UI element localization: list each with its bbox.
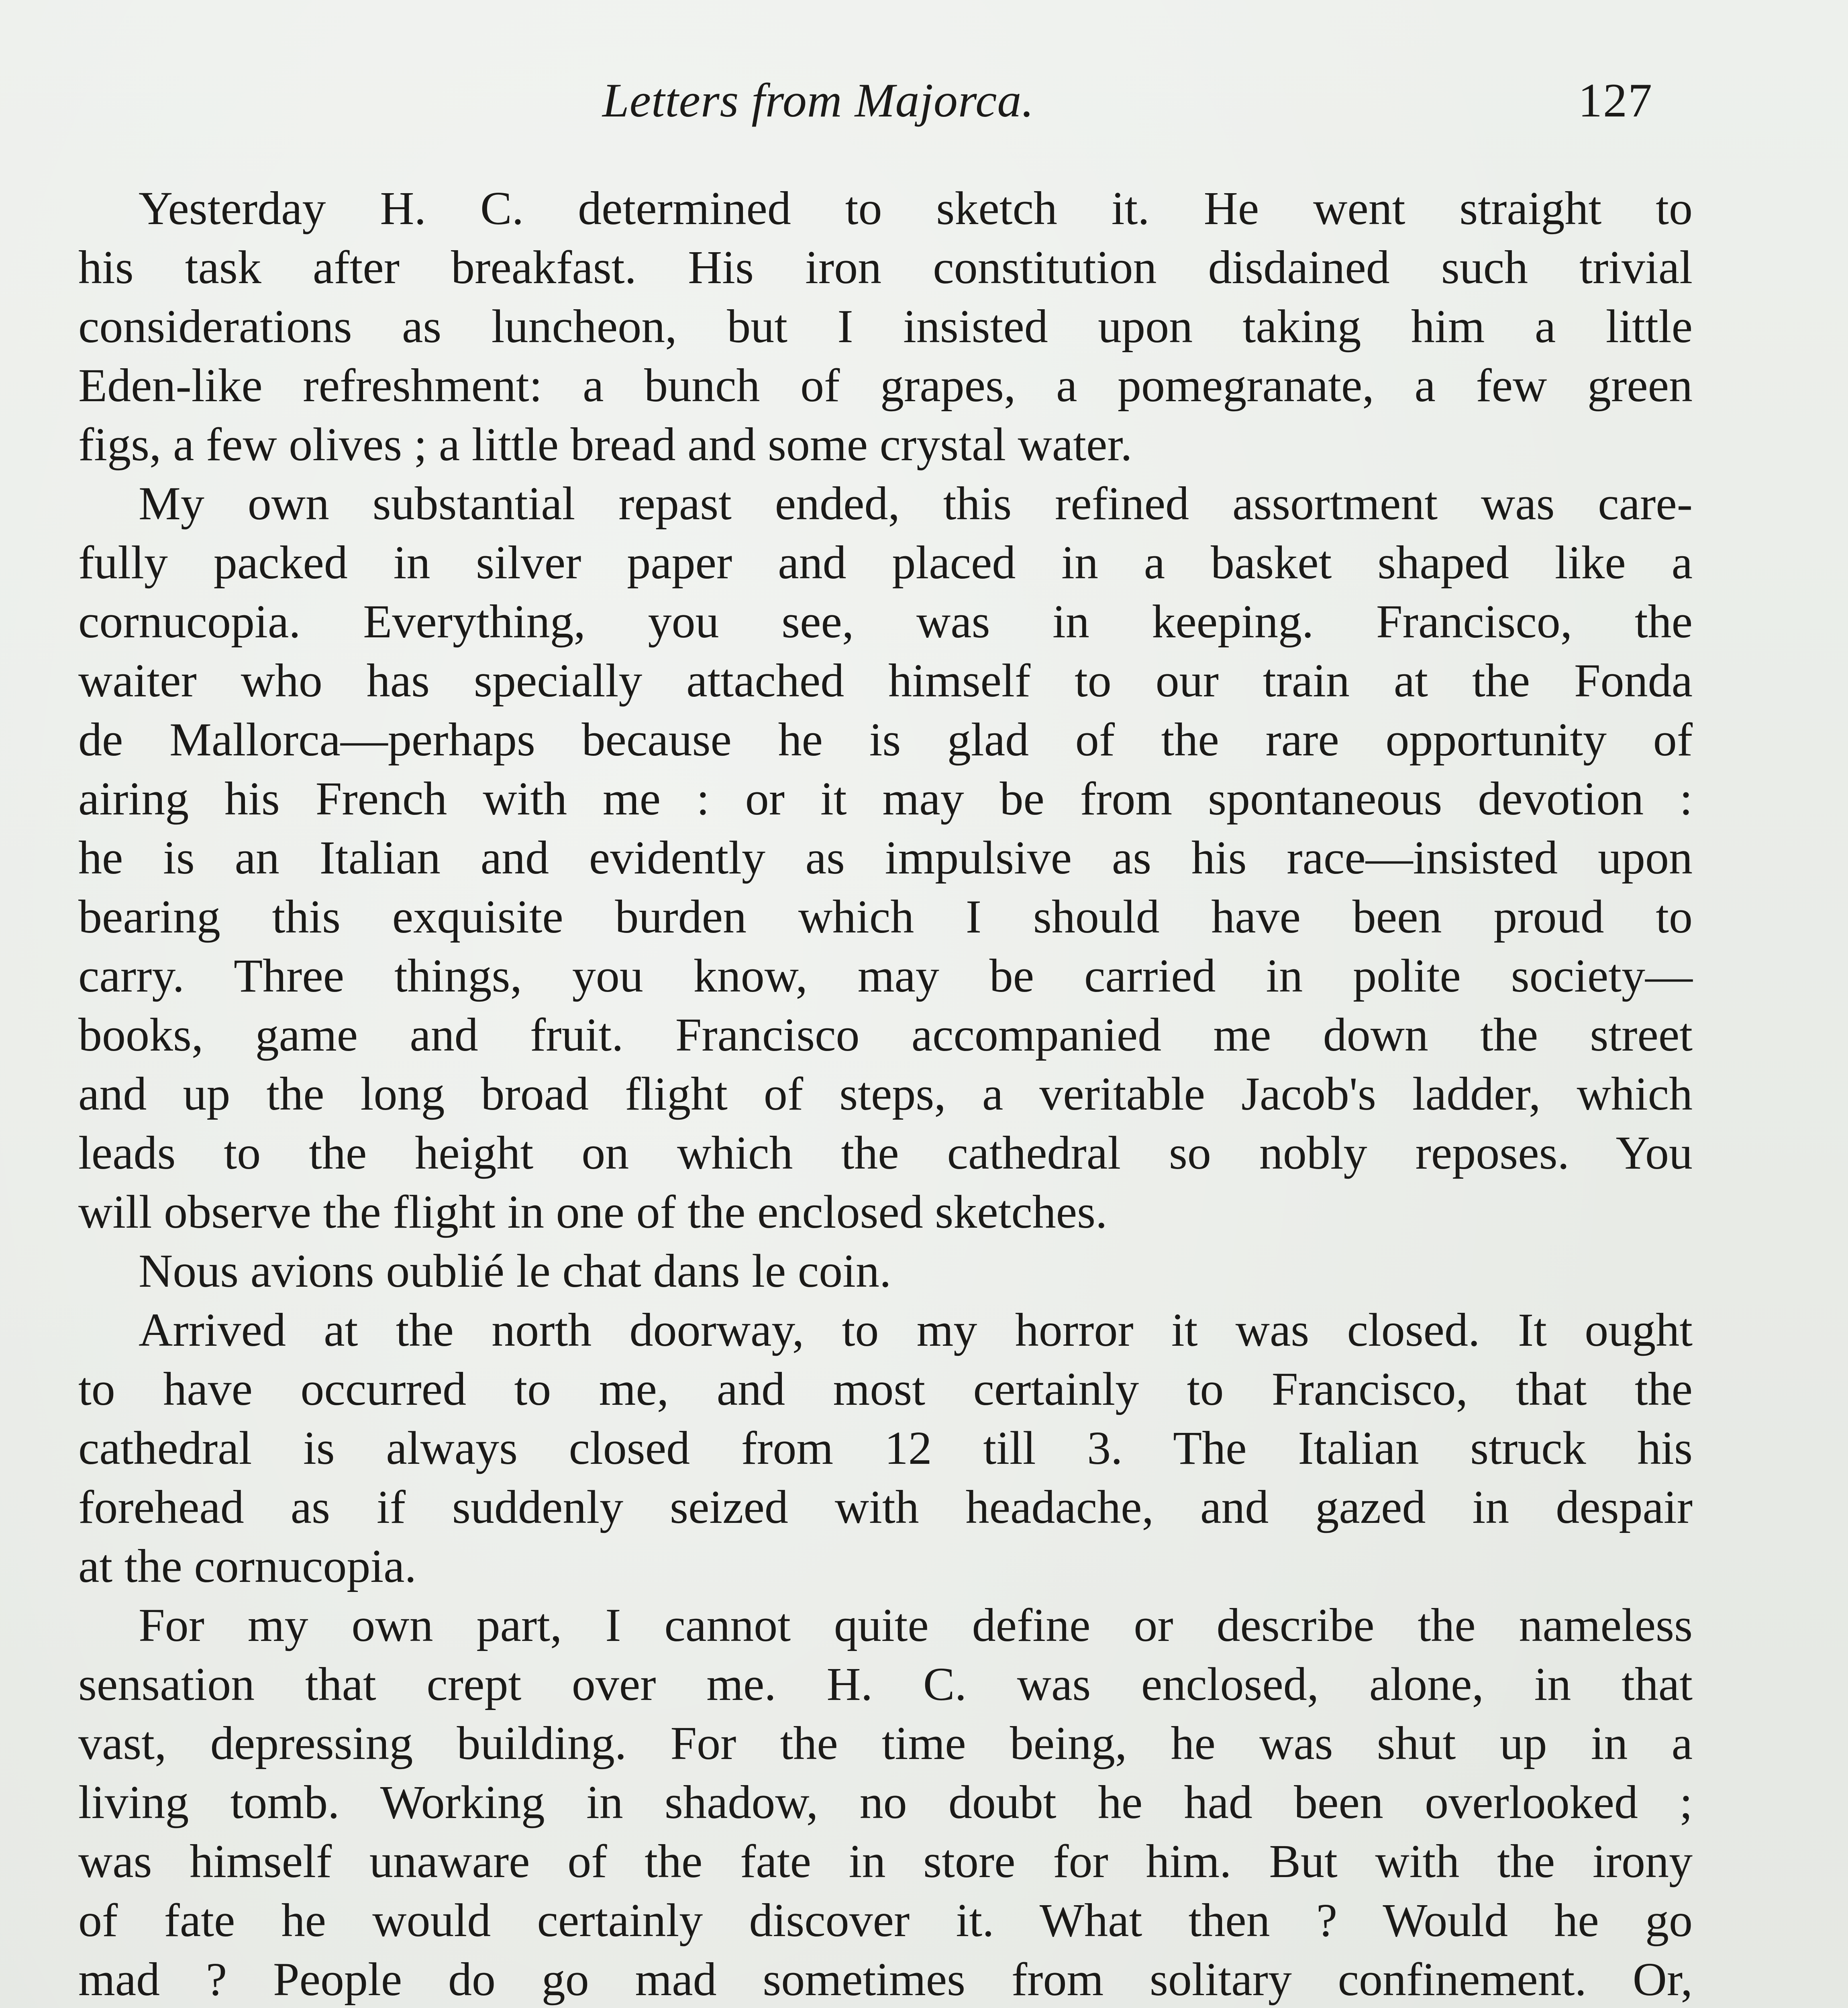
text-line: My own substantial repast ended, this refined assortment was care- — [139, 477, 1693, 530]
running-title: Letters from Majorca. — [602, 73, 1034, 127]
text-line: to have occurred to me, and most certainly to Francisco, that the — [78, 1363, 1693, 1415]
text-line: fully packed in silver paper and placed in a basket shaped like a — [78, 536, 1693, 589]
text-line: sensation that crept over me. H. C. was enclosed, alone, in that — [78, 1658, 1693, 1710]
text-line: considerations as luncheon, but I insisted upon taking him a little — [78, 300, 1693, 353]
text-line: cornucopia. Everything, you see, was in keeping. Francisco, the — [78, 595, 1693, 648]
text-line: figs, a few olives ; a little bread and some crystal water. — [78, 418, 1132, 471]
text-line: Nous avions oublié le chat dans le coin. — [139, 1245, 891, 1297]
text-line: carry. Three things, you know, may be carried in polite society— — [78, 949, 1693, 1002]
page-number: 127 — [1578, 73, 1653, 127]
text-line: was himself unaware of the fate in store for him. But with the irony — [78, 1835, 1693, 1888]
text-line: leads to the height on which the cathedral so nobly reposes. You — [78, 1126, 1693, 1179]
text-line: mad ? People do go mad sometimes from solitary confinement. Or, — [78, 1953, 1693, 2006]
text-line: Yesterday H. C. determined to sketch it. He went straight to — [139, 182, 1693, 235]
text-line: vast, depressing building. For the time being, he was shut up in a — [78, 1717, 1693, 1769]
text-line: For my own part, I cannot quite define or describe the nameless — [139, 1599, 1693, 1651]
text-line: de Mallorca—perhaps because he is glad of the rare opportunity of — [78, 713, 1693, 766]
text-line: will observe the flight in one of the enclosed sketches. — [78, 1186, 1108, 1238]
page-header — [0, 60, 1848, 157]
text-line: books, game and fruit. Francisco accompanied me down the street — [78, 1008, 1693, 1061]
text-line: cathedral is always closed from 12 till 3. The Italian struck his — [78, 1422, 1693, 1474]
text-line: airing his French with me : or it may be from spontaneous devotion : — [78, 772, 1693, 825]
text-line: waiter who has specially attached himself to our train at the Fonda — [78, 654, 1693, 707]
text-line: forehead as if suddenly seized with headache, and gazed in despair — [78, 1481, 1693, 1533]
text-line: bearing this exquisite burden which I should have been proud to — [78, 890, 1693, 943]
text-line: Arrived at the north doorway, to my horror it was closed. It ought — [139, 1304, 1693, 1356]
text-line: he is an Italian and evidently as impulsive as his race—insisted upon — [78, 831, 1693, 884]
body-text — [78, 179, 1693, 2008]
text-line: living tomb. Working in shadow, no doubt he had been overlooked ; — [78, 1776, 1693, 1828]
text-line: his task after breakfast. His iron constitution disdained such trivial — [78, 241, 1693, 294]
text-line: at the cornucopia. — [78, 1540, 417, 1592]
text-line: Eden-like refreshment: a bunch of grapes, a pomegranate, a few green — [78, 359, 1693, 412]
text-line: of fate he would certainly discover it. What then ? Would he go — [78, 1894, 1693, 1947]
text-line: and up the long broad flight of steps, a veritable Jacob's ladder, which — [78, 1067, 1693, 1120]
